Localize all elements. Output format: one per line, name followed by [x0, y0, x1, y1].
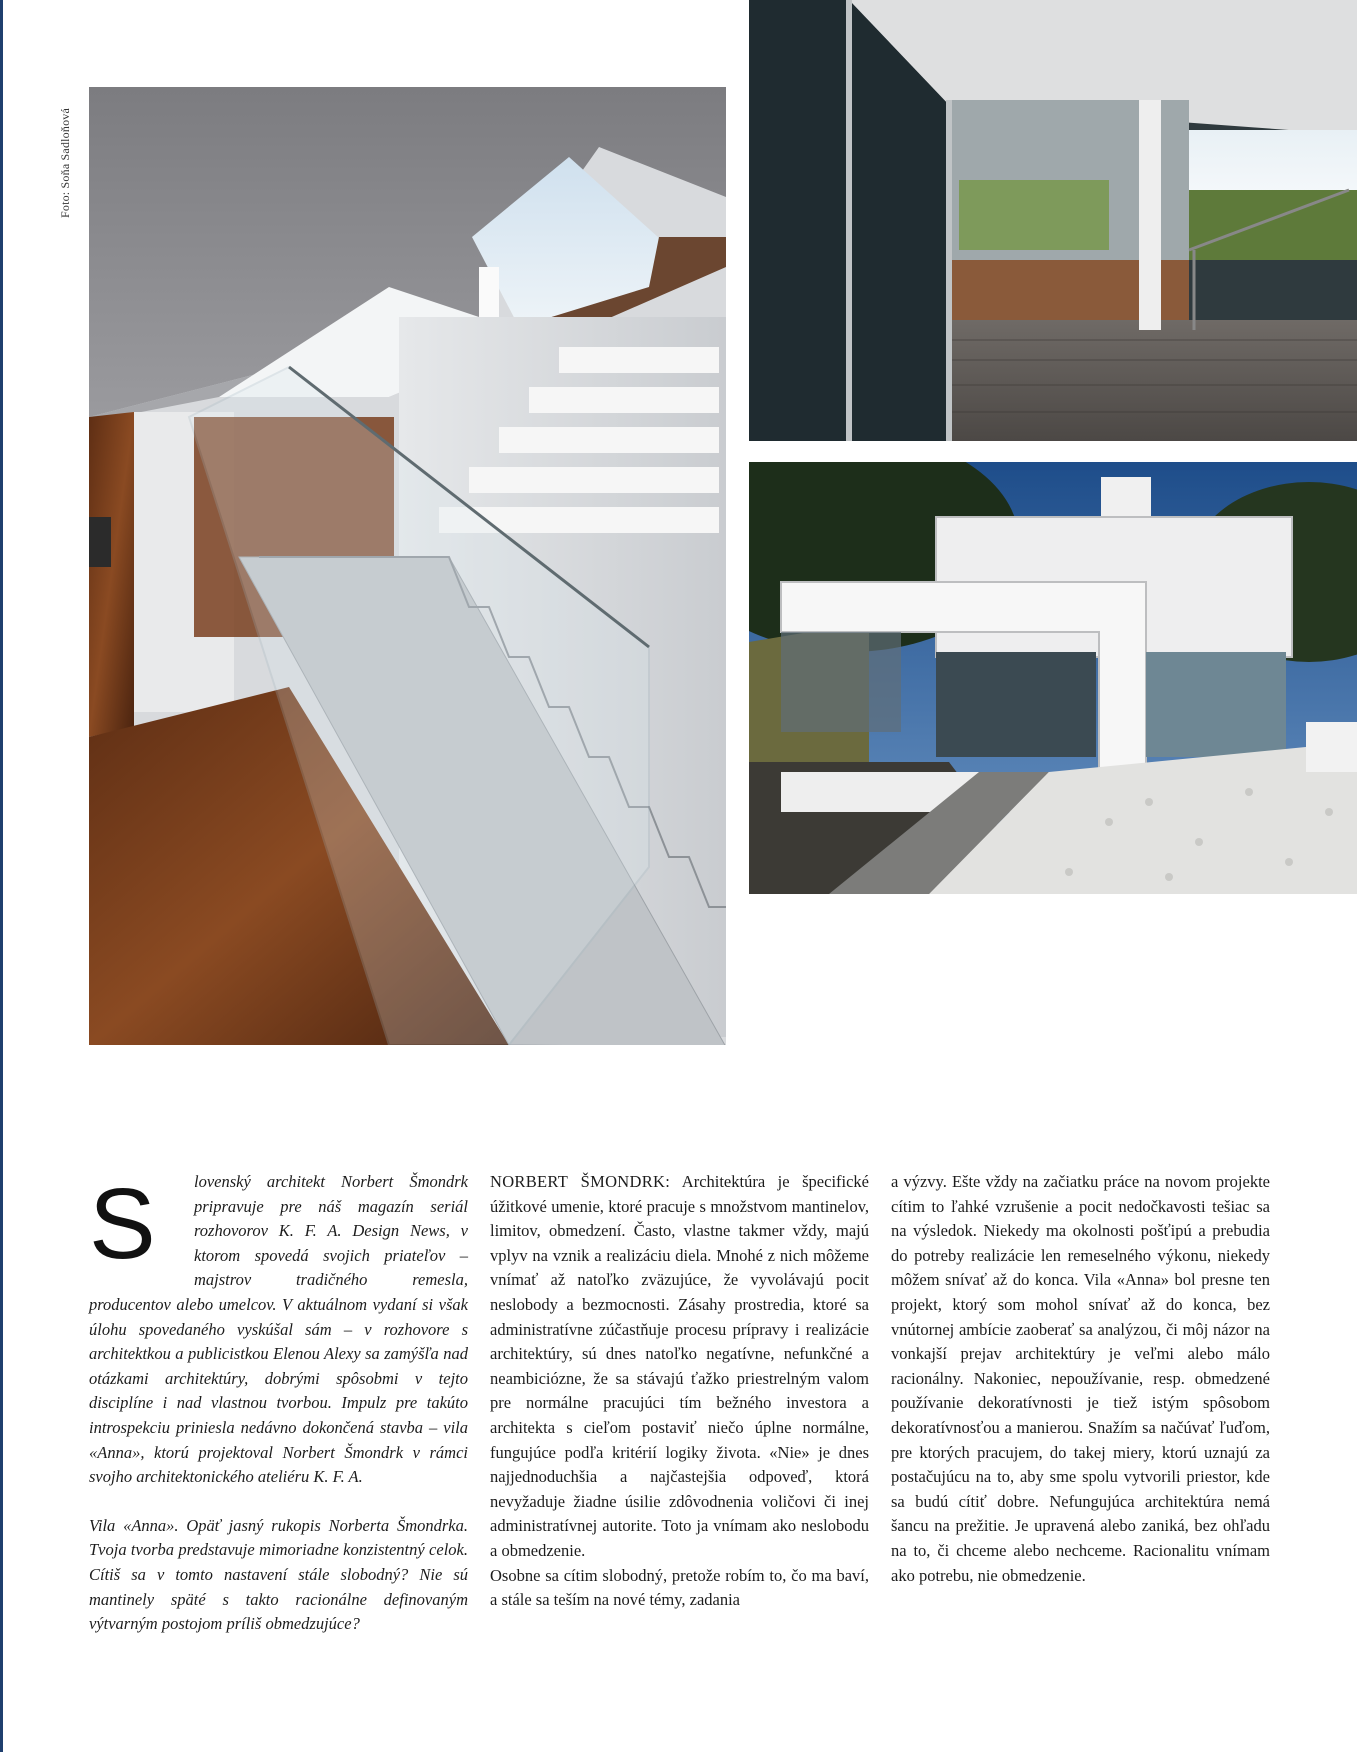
answer-paragraph-1: NORBERT ŠMONDRK: Architektúra je špecifické úžitkové umenie, ktoré pracuje s množstvom mantinelov, limitov, obmedzení. Často, vlastne takmer vždy, majú vplyv na vznik a realizáciu diela. Mnohé z nich môžeme vnímať až natoľko zväzujúce, že vyvolávajú pocit neslobody a bezmocnosti. Zásahy prostredia, ktoré sa administratívne zúčastňuje procesu prípravy i realizácie architektúry, sú dnes natoľko negatívne, nefunkčné a neambiciózne, že sa stávajú ťažko priestrelným valom pre normálne pracujúci tím bežného investora a architekta s cieľom postaviť niečo úplne normálne, fungujúce podľa kritérií logiky života. «Nie» je dnes najjednoduchšia a najčastejšia odpoveď, ktorá nevyžaduje žiadne úsilie zdôvodnenia voličovi či inej administratívnej autorite. Toto ja vnímam ako neslobodu a obmedzenie.: [490, 1172, 869, 1560]
drop-cap: S: [89, 1168, 156, 1280]
answer-column-1: [490, 1170, 869, 1613]
exterior-photo: [749, 462, 1357, 894]
staircase-photo: [89, 87, 726, 1045]
answer-paragraph-2: Osobne sa cítim slobodný, pretože robím to, čo ma baví, a stále sa teším na nové témy, zadania: [490, 1565, 869, 1610]
answer-column-2: [891, 1170, 1270, 1588]
interview-question: Vila «Anna». Opäť jasný rukopis Norberta Šmondrka. Tvoja tvorba predstavuje mimoriadne konzistentný celok. Cítiš sa v tomto nastavení stále slobodný? Nie sú mantinely späté s takto racionálne definovaným výtvarným postojom príliš obmedzujúce?: [89, 1515, 468, 1634]
intro-column: [89, 1170, 468, 1637]
answer-paragraph-3: a výzvy. Ešte vždy na začiatku práce na novom projekte cítim to ľahké vzrušenie a pocit nedočkavosti tešiac sa na výsledok. Niekedy ma okolnosti pošťipú a prebudia do potreby realizácie len remeselného výkonu, niekedy môžem snívať až do konca. Vila «Anna» bol presne ten projekt, ktorý som mohol snívať až do konca, bez vnútornej ambície zaoberať sa analýzou, či môj názor na vonkajší prejav architektúry je veľmi alebo málo racionálny. Nakoniec, nepoužívanie, resp. obmedzené používanie dekoratívnosti je tiež istým spôsobom dekoratívnosťou a manierou. Snažím sa načúvať ľuďom, pre ktorých pracujem, do takej miery, ktorú uznajú za postačujúcu na to, aby sme spolu vytvorili priestor, kde sa budú cítiť dobre. Nefungujúca architektúra nemá šancu na prežitie. Je upravená alebo zaniká, bez ohľadu na to, či chceme alebo nechceme. Racionalitu vnímam ako potrebu, nie obmedzenie.: [891, 1172, 1270, 1585]
terrace-photo: [749, 0, 1357, 441]
speaker-name: NORBERT ŠMONDRK:: [490, 1172, 671, 1191]
photo-credit: Foto: Soňa Sadloňová: [58, 107, 72, 218]
intro-paragraph: lovenský architekt Norbert Šmondrk pripravuje pre náš magazín seriál rozhovorov K. F. A. Design News, v ktorom spovedá svojich priateľov – majstrov tradičného remesla, producentov alebo umelcov. V aktuálnom vydaní si však úlohu spovedaného vyskúšal sám – v rozhovore s architektkou a publicistkou Elenou Alexy sa zamýšľa nad otázkami architektúry, dobrými spôsobmi v tejto disciplíne i nad vlastnou tvorbou. Impulz pre takúto introspekciu priniesla nedávno dokončená stavba – vila «Anna», ktorú projektoval Norbert Šmondrk v rámci svojho architektonického ateliéru K. F. A.: [89, 1172, 468, 1487]
page-edge-rule: [0, 0, 3, 1752]
